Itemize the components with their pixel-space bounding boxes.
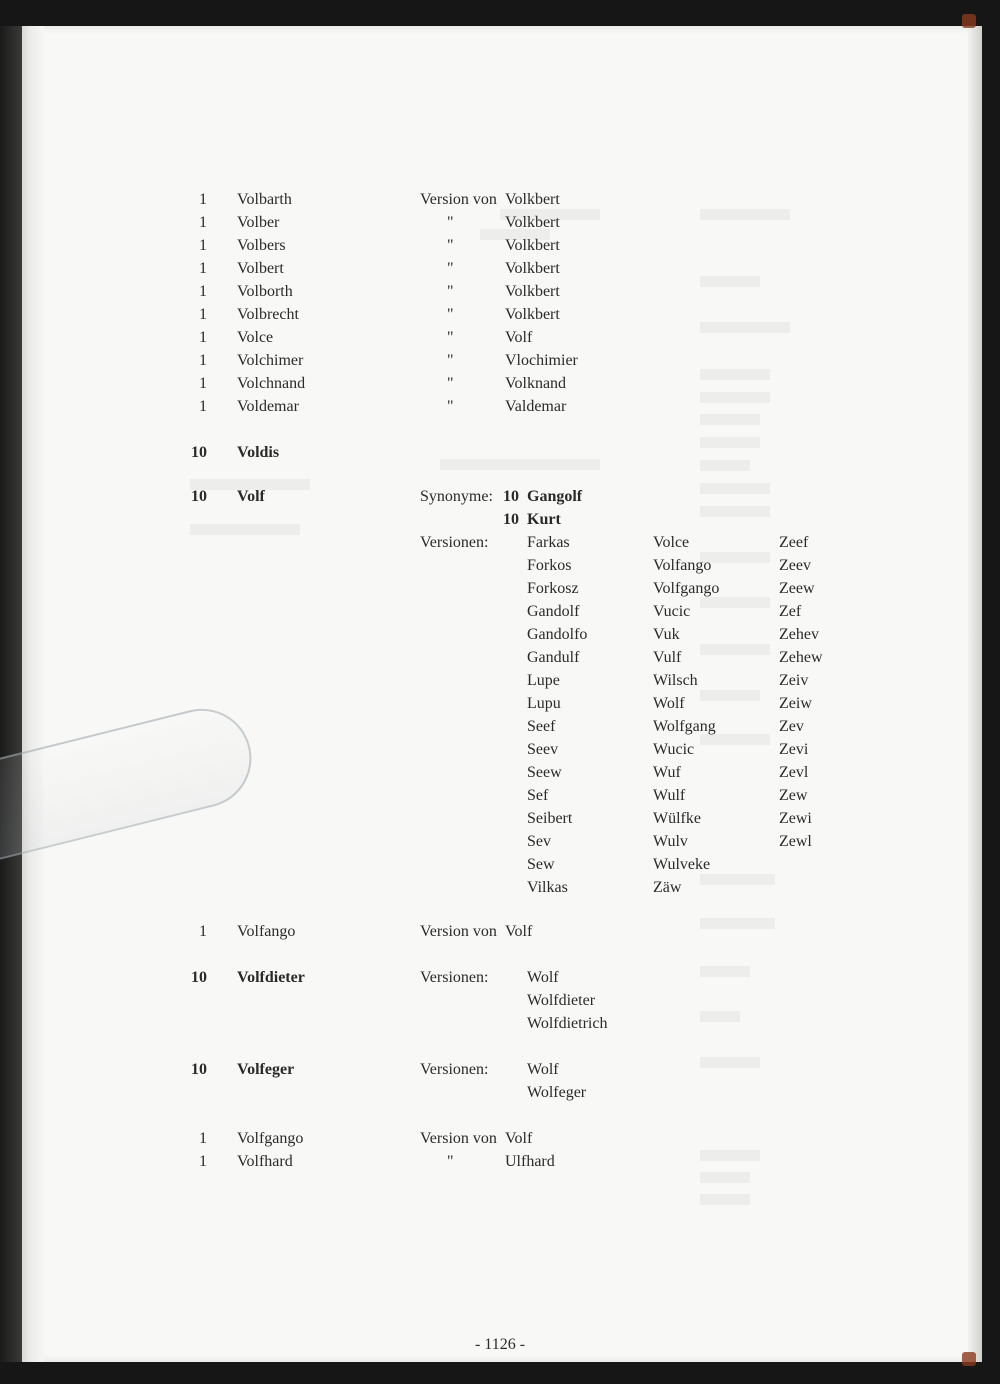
ditto-mark: ": [447, 214, 454, 231]
show-through-block: [700, 276, 760, 287]
entry-target: Volf: [505, 329, 533, 346]
entry-frequency: 10: [191, 969, 207, 986]
show-through-block: [700, 1011, 740, 1022]
page-number: - 1126 -: [474, 1336, 526, 1353]
version-name: Wolfeger: [527, 1084, 587, 1101]
show-through-block: [700, 1057, 760, 1068]
versions-label: Versionen:: [420, 534, 489, 551]
version-name: Wulv: [653, 833, 688, 850]
entry-relation: Version von: [420, 923, 497, 940]
version-name: Zehev: [779, 626, 819, 643]
version-name: Wolf: [527, 1061, 559, 1078]
entry-frequency: 1: [199, 191, 207, 208]
show-through-block: [700, 1172, 750, 1183]
show-through-block: [700, 644, 770, 655]
show-through-block: [700, 392, 770, 403]
version-name: Zev: [779, 718, 804, 735]
entry-relation: Version von: [420, 1130, 497, 1147]
entry-name: Volbert: [237, 260, 284, 277]
version-name: Zewi: [779, 810, 812, 827]
entry-name: Volfgango: [237, 1130, 304, 1147]
ditto-mark: ": [447, 352, 454, 369]
synonyms-label: Synonyme:: [420, 488, 493, 505]
ditto-mark: ": [447, 260, 454, 277]
show-through-block: [700, 460, 750, 471]
show-through-block: [190, 524, 300, 535]
corner-mark-bottom: [962, 1352, 976, 1366]
version-name: Forkosz: [527, 580, 579, 597]
versions-label: Versionen:: [420, 1061, 489, 1078]
version-name: Lupu: [527, 695, 561, 712]
entry-name: Volfhard: [237, 1153, 293, 1170]
entry-name: Volfango: [237, 923, 296, 940]
entry-name: Voldis: [237, 444, 280, 461]
synonym-name: Kurt: [527, 511, 561, 528]
entry-target: Volkbert: [505, 306, 560, 323]
version-name: Zeiv: [779, 672, 809, 689]
version-name: Farkas: [527, 534, 570, 551]
show-through-block: [700, 1150, 760, 1161]
entry-name: Volf: [237, 488, 265, 505]
version-name: Wucic: [653, 741, 695, 758]
book-page: [22, 26, 982, 1362]
entry-target: Vlochimier: [505, 352, 578, 369]
version-name: Volce: [653, 534, 690, 551]
entry-name: Volber: [237, 214, 280, 231]
synonym-name: Gangolf: [527, 488, 583, 505]
version-name: Zewl: [779, 833, 812, 850]
entry-frequency: 1: [199, 352, 207, 369]
show-through-block: [700, 369, 770, 380]
ditto-mark: ": [447, 329, 454, 346]
entry-frequency: 1: [199, 398, 207, 415]
entry-target: Volf: [505, 1130, 533, 1147]
show-through-block: [700, 1194, 750, 1205]
version-name: Zeef: [779, 534, 809, 551]
version-name: Wolfdietrich: [527, 1015, 608, 1032]
entry-frequency: 10: [191, 444, 207, 461]
version-name: Wolfgang: [653, 718, 716, 735]
show-through-block: [700, 483, 770, 494]
entry-frequency: 1: [199, 237, 207, 254]
version-name: Wülfke: [653, 810, 701, 827]
page-stack-left-edge: [22, 26, 44, 1362]
entry-name: Volchimer: [237, 352, 304, 369]
ditto-mark: ": [447, 398, 454, 415]
show-through-block: [700, 209, 790, 220]
entry-target: Volkbert: [505, 260, 560, 277]
entry-frequency: 1: [199, 283, 207, 300]
version-name: Sev: [527, 833, 551, 850]
version-name: Zef: [779, 603, 802, 620]
entry-target: Volf: [505, 923, 533, 940]
version-name: Zeew: [779, 580, 815, 597]
version-name: Sef: [527, 787, 549, 804]
entry-name: Voldemar: [237, 398, 299, 415]
version-name: Zeiw: [779, 695, 812, 712]
entry-name: Volborth: [237, 283, 293, 300]
version-name: Zehew: [779, 649, 823, 666]
version-name: Seef: [527, 718, 556, 735]
page-stack-right-edge: [968, 26, 982, 1362]
entry-frequency: 1: [199, 260, 207, 277]
entry-frequency: 1: [199, 1130, 207, 1147]
version-name: Gandulf: [527, 649, 580, 666]
entry-name: Volfeger: [237, 1061, 295, 1078]
entry-relation: Version von: [420, 191, 497, 208]
version-name: Wolf: [653, 695, 685, 712]
ditto-mark: ": [447, 283, 454, 300]
entry-target: Valdemar: [505, 398, 567, 415]
version-name: Volfgango: [653, 580, 720, 597]
version-name: Zevi: [779, 741, 809, 758]
entry-target: Volkbert: [505, 191, 560, 208]
entry-frequency: 10: [191, 488, 207, 505]
entry-target: Ulfhard: [505, 1153, 555, 1170]
show-through-block: [700, 322, 790, 333]
version-name: Wolf: [527, 969, 559, 986]
show-through-block: [700, 506, 770, 517]
entry-name: Volfdieter: [237, 969, 305, 986]
version-name: Zevl: [779, 764, 809, 781]
entry-name: Volbarth: [237, 191, 292, 208]
version-name: Forkos: [527, 557, 572, 574]
show-through-block: [700, 918, 775, 929]
synonym-frequency: 10: [503, 488, 519, 505]
version-name: Vilkas: [527, 879, 568, 896]
entry-frequency: 1: [199, 375, 207, 392]
version-name: Lupe: [527, 672, 560, 689]
version-name: Gandolfo: [527, 626, 588, 643]
version-name: Gandolf: [527, 603, 580, 620]
show-through-block: [700, 437, 760, 448]
ditto-mark: ": [447, 306, 454, 323]
version-name: Wilsch: [653, 672, 698, 689]
entry-frequency: 1: [199, 214, 207, 231]
version-name: Zew: [779, 787, 808, 804]
version-name: Wulf: [653, 787, 686, 804]
version-name: Vulf: [653, 649, 682, 666]
synonym-frequency: 10: [503, 511, 519, 528]
entry-name: Volbers: [237, 237, 286, 254]
entry-name: Volbrecht: [237, 306, 299, 323]
entry-target: Volkbert: [505, 237, 560, 254]
entry-name: Volce: [237, 329, 274, 346]
entry-frequency: 1: [199, 923, 207, 940]
version-name: Seev: [527, 741, 559, 758]
book-gutter-shadow: [0, 26, 22, 1362]
version-name: Vuk: [653, 626, 680, 643]
ditto-mark: ": [447, 375, 454, 392]
version-name: Wolfdieter: [527, 992, 596, 1009]
entry-frequency: 1: [199, 306, 207, 323]
entry-target: Volknand: [505, 375, 567, 392]
ditto-mark: ": [447, 1153, 454, 1170]
entry-target: Volkbert: [505, 214, 560, 231]
entry-name: Volchnand: [237, 375, 306, 392]
version-name: Seibert: [527, 810, 573, 827]
show-through-block: [700, 414, 760, 425]
corner-mark-top: [962, 14, 976, 28]
show-through-block: [700, 690, 760, 701]
version-name: Zäw: [653, 879, 682, 896]
show-through-block: [700, 966, 750, 977]
show-through-block: [700, 874, 775, 885]
version-name: Vucic: [653, 603, 691, 620]
entry-frequency: 1: [199, 329, 207, 346]
entry-target: Volkbert: [505, 283, 560, 300]
ditto-mark: ": [447, 237, 454, 254]
version-name: Zeev: [779, 557, 811, 574]
version-name: Wuf: [653, 764, 681, 781]
show-through-block: [440, 459, 600, 470]
version-name: Sew: [527, 856, 555, 873]
entry-frequency: 10: [191, 1061, 207, 1078]
entry-frequency: 1: [199, 1153, 207, 1170]
version-name: Wulveke: [653, 856, 711, 873]
versions-label: Versionen:: [420, 969, 489, 986]
version-name: Seew: [527, 764, 562, 781]
version-name: Volfango: [653, 557, 712, 574]
